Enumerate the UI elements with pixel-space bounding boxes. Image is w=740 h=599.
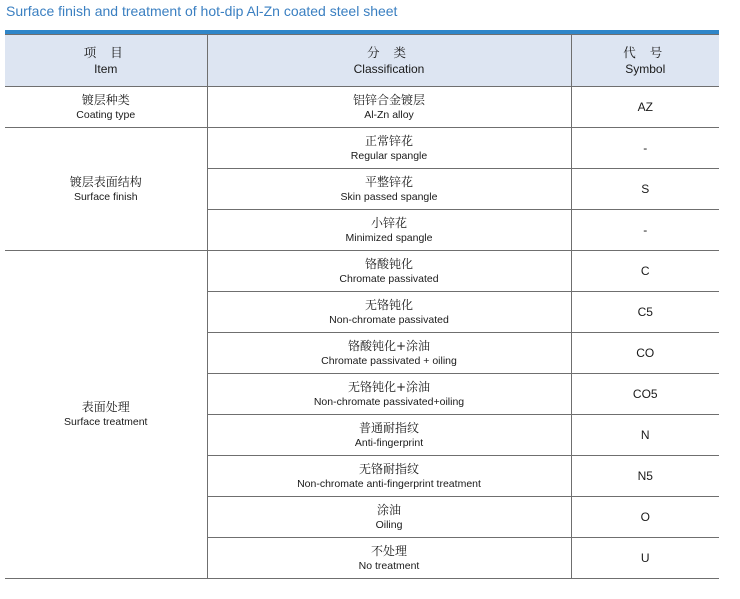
table-title: Surface finish and treatment of hot-dip Al-Zn coated steel sheet bbox=[6, 3, 398, 19]
classification-en: Chromate passivated + oiling bbox=[321, 354, 457, 367]
table-row bbox=[5, 128, 719, 169]
symbol-cell: C bbox=[571, 251, 719, 292]
header-item-en: Item bbox=[94, 62, 118, 76]
classification-cell bbox=[207, 415, 571, 456]
classification-en: Oiling bbox=[375, 518, 403, 531]
classification-zh: 铬酸钝化+涂油 bbox=[347, 338, 431, 353]
table-row bbox=[5, 87, 719, 128]
symbol-cell: O bbox=[571, 497, 719, 538]
classification-zh: 铬酸钝化 bbox=[364, 256, 413, 271]
specification-table bbox=[5, 34, 719, 579]
classification-cell bbox=[207, 497, 571, 538]
symbol-cell: AZ bbox=[571, 87, 719, 128]
classification-en: Al-Zn alloy bbox=[364, 108, 414, 121]
classification-cell bbox=[207, 374, 571, 415]
group-surface-treatment bbox=[5, 251, 207, 579]
table-row bbox=[5, 251, 719, 292]
classification-zh: 无铬钝化 bbox=[364, 297, 413, 312]
header-item-zh: 项 目 bbox=[83, 45, 128, 60]
header-item bbox=[5, 35, 207, 87]
group-zh: 镀层种类 bbox=[81, 92, 130, 107]
classification-zh: 不处理 bbox=[370, 543, 407, 558]
group-zh: 镀层表面结构 bbox=[69, 174, 142, 189]
group-surface-finish bbox=[5, 128, 207, 251]
symbol-cell: CO bbox=[571, 333, 719, 374]
symbol-cell: U bbox=[571, 538, 719, 579]
group-en: Surface finish bbox=[73, 190, 138, 203]
classification-zh: 普通耐指纹 bbox=[358, 420, 419, 435]
classification-zh: 无铬钝化+涂油 bbox=[347, 379, 431, 394]
classification-zh: 铝锌合金镀层 bbox=[352, 92, 425, 107]
classification-en: Regular spangle bbox=[350, 149, 428, 162]
classification-en: Skin passed spangle bbox=[340, 190, 438, 203]
classification-zh: 涂油 bbox=[376, 502, 401, 517]
classification-cell bbox=[207, 169, 571, 210]
classification-cell bbox=[207, 87, 571, 128]
symbol-cell: C5 bbox=[571, 292, 719, 333]
classification-cell bbox=[207, 538, 571, 579]
classification-en: Non-chromate passivated bbox=[329, 313, 449, 326]
group-zh: 表面处理 bbox=[81, 400, 130, 414]
classification-cell bbox=[207, 292, 571, 333]
header-classification bbox=[207, 35, 571, 87]
classification-cell bbox=[207, 333, 571, 374]
group-en: Surface treatment bbox=[64, 416, 148, 428]
symbol-cell: - bbox=[571, 210, 719, 251]
symbol-cell: - bbox=[571, 128, 719, 169]
symbol-cell: CO5 bbox=[571, 374, 719, 415]
group-coating-type bbox=[5, 87, 207, 128]
classification-zh: 正常锌花 bbox=[364, 133, 413, 148]
classification-en: Minimized spangle bbox=[345, 231, 433, 244]
header-symbol bbox=[571, 35, 719, 87]
classification-cell bbox=[207, 128, 571, 169]
classification-cell bbox=[207, 456, 571, 497]
header-classification-zh: 分 类 bbox=[367, 45, 411, 60]
classification-zh: 小锌花 bbox=[370, 215, 407, 230]
classification-en: Non-chromate passivated+oiling bbox=[313, 395, 465, 408]
header-row bbox=[5, 35, 719, 87]
symbol-cell: N5 bbox=[571, 456, 719, 497]
classification-cell bbox=[207, 210, 571, 251]
header-classification-en: Classification bbox=[353, 62, 425, 76]
classification-cell bbox=[207, 251, 571, 292]
group-en: Coating type bbox=[76, 108, 136, 121]
classification-en: Chromate passivated bbox=[339, 272, 439, 285]
header-symbol-en: Symbol bbox=[625, 62, 666, 76]
classification-zh: 平整锌花 bbox=[364, 174, 413, 189]
symbol-cell: N bbox=[571, 415, 719, 456]
header-symbol-zh: 代 号 bbox=[623, 45, 668, 60]
classification-en: Anti-fingerprint bbox=[354, 436, 424, 449]
classification-zh: 无铬耐指纹 bbox=[358, 461, 419, 476]
classification-en: No treatment bbox=[358, 559, 420, 572]
classification-en: Non-chromate anti-fingerprint treatment bbox=[297, 477, 481, 490]
symbol-cell: S bbox=[571, 169, 719, 210]
